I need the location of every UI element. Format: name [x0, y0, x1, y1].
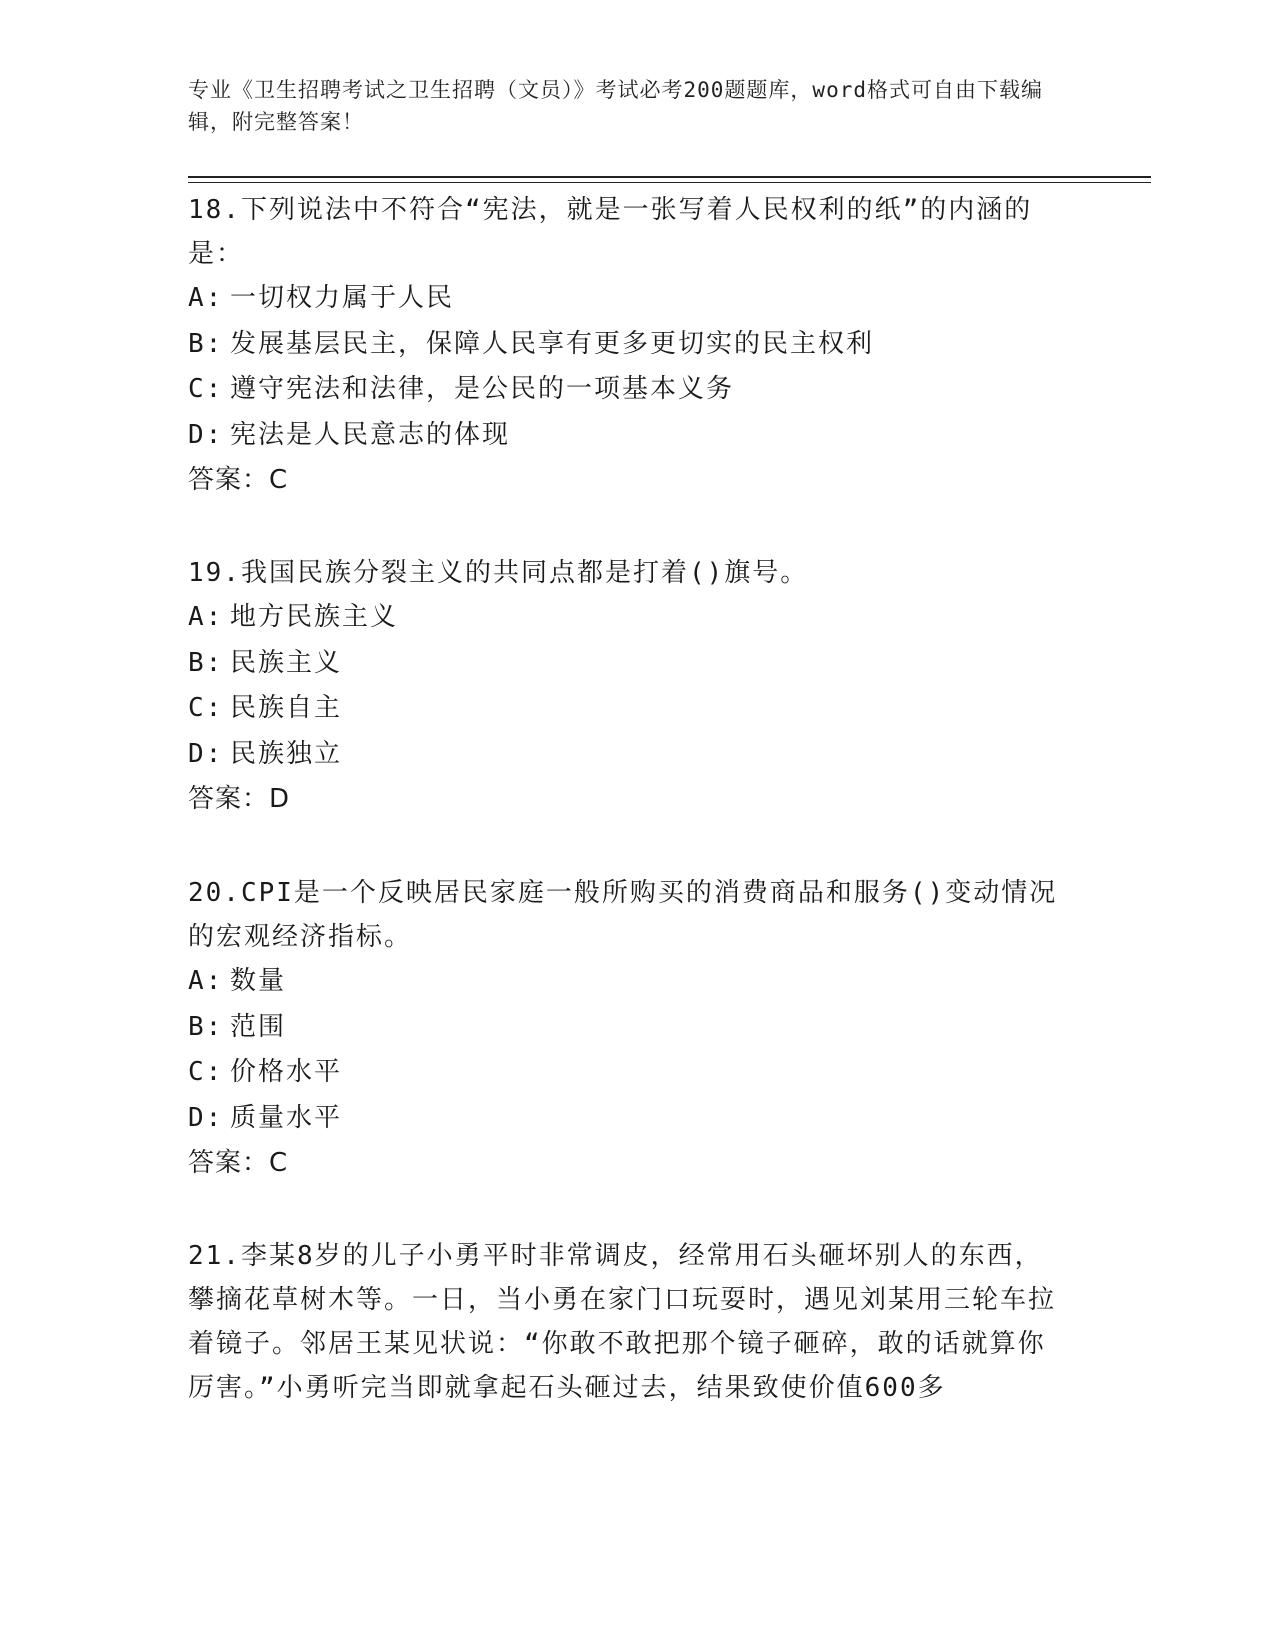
option-text: 价格水平	[230, 1057, 343, 1087]
header-divider-thick	[188, 176, 1151, 178]
option-b	[188, 322, 1068, 368]
document-header: 专业《卫生招聘考试之卫生招聘（文员）》考试必考200题题库，word格式可自由下载编辑，附完整答案！	[188, 78, 1043, 134]
option-key: B:	[188, 1011, 224, 1042]
option-key: B:	[188, 328, 224, 359]
option-key: D:	[188, 1102, 224, 1133]
answer-line: 答案：C	[188, 465, 289, 495]
option-c	[188, 1050, 1068, 1096]
option-text: 民族主义	[230, 647, 343, 678]
option-text: 质量水平	[230, 1102, 343, 1133]
option-b	[188, 641, 1068, 687]
question-stem: 21.李某8岁的儿子小勇平时非常调皮，经常用石头砸坏别人的东西，攀摘花草树木等。一日，当小勇在家门口玩耍时，遇见刘某用三轮车拉着镜子。邻居王某见状说：“你敢不敢把那个镜子砸碎，敢的话就算你厉害。”小勇听完当即就拿起石头砸过去，结果致使价值600多	[188, 1241, 1057, 1403]
option-text: 宪法是人民意志的体现	[230, 419, 511, 450]
option-text: 发展基层民主，保障人民享有更多更切实的民主权利	[230, 328, 875, 359]
option-key: A:	[188, 283, 224, 313]
option-key: B:	[188, 647, 224, 678]
option-key: C:	[188, 1057, 224, 1087]
option-d	[188, 413, 1068, 459]
question-21	[188, 1234, 1068, 1410]
option-d	[188, 1096, 1068, 1142]
question-20	[188, 871, 1068, 1187]
option-b	[188, 1005, 1068, 1051]
option-a	[188, 276, 1068, 322]
option-c	[188, 367, 1068, 413]
option-c	[188, 686, 1068, 732]
option-text: 范围	[230, 1011, 287, 1042]
question-stem: 18.下列说法中不符合“宪法，就是一张写着人民权利的纸”的内涵的是：	[188, 195, 1033, 269]
option-key: C:	[188, 693, 224, 723]
question-stem: 19.我国民族分裂主义的共同点都是打着()旗号。	[188, 558, 809, 588]
question-18	[188, 188, 1068, 504]
option-text: 数量	[230, 966, 287, 996]
option-a	[188, 959, 1068, 1005]
option-key: A:	[188, 966, 224, 996]
answer-line: 答案：C	[188, 1148, 289, 1178]
answer-line: 答案：D	[188, 784, 291, 814]
option-text: 一切权力属于人民	[230, 283, 455, 313]
header-divider-thin	[188, 182, 1151, 183]
option-d	[188, 732, 1068, 778]
option-key: D:	[188, 738, 224, 769]
option-key: A:	[188, 602, 224, 632]
option-key: D:	[188, 419, 224, 450]
option-text: 地方民族主义	[230, 602, 399, 632]
option-text: 民族自主	[230, 693, 343, 723]
option-a	[188, 595, 1068, 641]
question-stem: 20.CPI是一个反映居民家庭一般所购买的消费商品和服务()变动情况的宏观经济指标。	[188, 878, 1058, 952]
option-key: C:	[188, 374, 224, 404]
option-text: 遵守宪法和法律，是公民的一项基本义务	[230, 374, 735, 404]
option-text: 民族独立	[230, 738, 343, 769]
question-19	[188, 551, 1068, 823]
